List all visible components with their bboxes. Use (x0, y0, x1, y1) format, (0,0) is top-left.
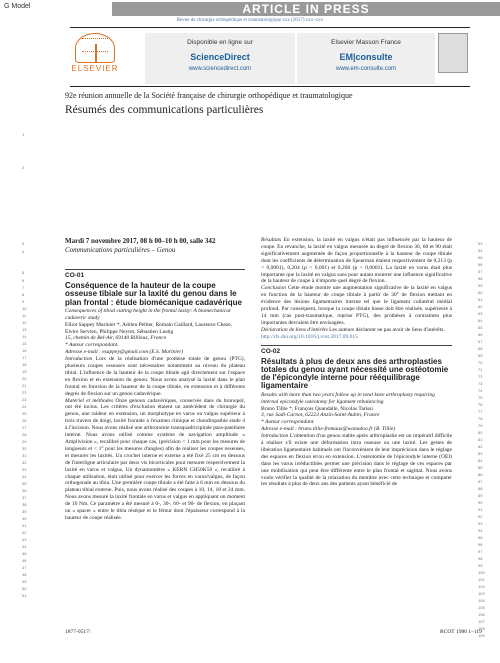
line-number: 57 (478, 269, 483, 274)
line-number: 6 (22, 278, 25, 283)
line-number: 54 (478, 248, 483, 253)
elsevier-logo (70, 31, 120, 81)
line-number: 72 (478, 374, 483, 379)
line-number: 15 (22, 341, 27, 346)
abstract-title: Conséquence de la hauteur de la coupe osseuse tibiale sur la laxité du genou dans le plan frontal : étude biomécanique cadavérique (65, 280, 242, 307)
line-number: 96 (478, 542, 483, 547)
line-number: 48 (22, 572, 27, 577)
author-email[interactable]: Adresse e-mail : bruno.tillie-fremaux@wanadoo.fr (B. Tillie) (261, 426, 396, 433)
line-number: 86 (478, 472, 483, 477)
abstract-title-en: Consequences of tibial cutting height in the frontal laxity: A biomechanical cadaveric study (65, 307, 231, 321)
g-model-label: G Model (4, 3, 31, 10)
line-number: 80 (478, 430, 483, 435)
line-number: 59 (478, 283, 483, 288)
line-number: 3 (22, 241, 25, 246)
emconsulte-box[interactable] (297, 33, 435, 84)
column-right (261, 237, 452, 637)
line-number: 58 (478, 276, 483, 281)
line-number: 107 (478, 619, 485, 624)
emconsulte-logo: EM|consulte (339, 52, 393, 62)
publisher-logo-bar (70, 27, 470, 87)
line-number: 56 (478, 262, 483, 267)
line-number: 7 (22, 285, 25, 290)
line-number: 27 (22, 425, 27, 430)
intro-label: Introduction (261, 433, 289, 440)
line-number: 16 (22, 348, 27, 353)
line-number: 101 (478, 577, 485, 582)
results-label: Résultats (261, 237, 282, 243)
conclusion-paragraph (261, 285, 452, 326)
line-number: 99 (478, 563, 483, 568)
line-number: 42 (22, 530, 27, 535)
line-number: 81 (478, 437, 483, 442)
line-number: 109 (478, 633, 485, 638)
line-number: 65 (478, 325, 483, 330)
line-number: 51 (22, 593, 27, 598)
line-number: 18 (22, 362, 27, 367)
line-number: 47 (22, 565, 27, 570)
line-number: 64 (478, 318, 483, 323)
line-number: 20 (22, 376, 27, 381)
line-number: 60 (478, 290, 483, 295)
pagination-footer: RCOT 1980 1–119 (440, 629, 482, 635)
line-number: 89 (478, 493, 483, 498)
line-number: 38 (22, 502, 27, 507)
line-number: 102 (478, 584, 485, 589)
line-number: 10 (22, 306, 27, 311)
line-number: 88 (478, 486, 483, 491)
page-title: Résumés des communications particulières (65, 104, 264, 116)
abstract-affiliation: 15, chemin de Bel-Air, 69140 Rillieux, France (65, 335, 167, 342)
line-number: 61 (478, 297, 483, 302)
line-number: 9 (22, 299, 25, 304)
abstract-co01 (65, 269, 245, 597)
line-number: 41 (22, 523, 27, 528)
line-number: 91 (478, 507, 483, 512)
intro-label: Introduction (65, 356, 93, 363)
line-number: 97 (478, 549, 483, 554)
line-number: 74 (478, 388, 483, 393)
line-number: 69 (478, 353, 483, 358)
line-number: 5 (22, 270, 25, 275)
line-number: 84 (478, 458, 483, 463)
line-number: 50 (22, 586, 27, 591)
line-number: 76 (478, 402, 483, 407)
results-text: En extension, la laxité en valgus n'était pas influencée par la hauteur de coupe. En revanche, la laxité en valgus mesurée au degré de flexion 30, 60 et 90 était significativement augmentée de façon proportionnelle à la hauteur de coupe tibiale dont les coefficients de détermination de Spearman étaient respectivement de 0,213 (p < 0,0001), 0,204 (p < 0,001) et 0,268 (p < 0,0001). La laxité en varus était plus importante que la laxité en valgus sans pour autant montrer une influence significative de la hauteur de coupe à n'importe quel degré de flexion. (261, 237, 452, 285)
conclusion-text: Cette étude montre une augmentation significative de la laxité en valgus en fonction de la hauteur de coupe tibiale à partir de 30° de flexion mettant en évidence des lésions ligamentaires interne tel que le ligament collatéral médial profond. Par conséquent, lorsque la coupe tibiale basse doit être réalisée, supérieure à 14 mm (cas post-traumatique, reprise PTG), des prothèses à contraintes plus importantes devraient être envisagées. (261, 285, 452, 326)
abstract-title: Résultats à plus de deux ans des arthroplasties totales du genou ayant nécessité une ostéotomie de l'épicondyle interne pour rééquilibrage ligamentaire (261, 356, 449, 391)
session-subtitle: Communications particulières – Genou (65, 246, 176, 254)
abstract-authors: Elliot Sappey Marinier *, Adrien Peltier, Romain Gaillard, Laurence Cheze, Elvire Servien, Philippe Neyret, Sébastien Lustig (65, 321, 233, 335)
line-number: 23 (22, 397, 27, 402)
author-email[interactable]: Adresse e-mail : esappey@gmail.com (E.S. Marinier) (65, 349, 184, 356)
line-number: 33 (22, 467, 27, 472)
emconsulte-url[interactable]: www.em-consulte.com (335, 66, 397, 72)
line-number: 83 (478, 451, 483, 456)
line-number: 12 (22, 320, 27, 325)
line-number: 34 (22, 474, 27, 479)
sciencedirect-box[interactable] (145, 33, 295, 84)
results-paragraph (261, 237, 452, 285)
line-number: 31 (22, 453, 27, 458)
line-number: 13 (22, 327, 27, 332)
intro-paragraph (65, 356, 245, 397)
line-number: 68 (478, 346, 483, 351)
intro-paragraph (261, 433, 452, 488)
line-number: 77 (478, 409, 483, 414)
abstract-authors: Bruno Tillie *, François Quandalle, Nicolas Tarissi (261, 405, 373, 412)
sciencedirect-logo: ScienceDirect (190, 52, 250, 62)
line-number: 78 (478, 416, 483, 421)
line-number: 2 (22, 165, 25, 170)
line-number: 103 (478, 591, 485, 596)
line-number: 8 (22, 292, 25, 297)
line-number: 26 (22, 418, 27, 423)
line-number: 49 (22, 579, 27, 584)
line-number: 63 (478, 311, 483, 316)
corresponding-author-note: * Auteur correspondant. (65, 342, 119, 349)
issn-footer: 1877-0517/ (65, 629, 91, 635)
line-number: 4 (22, 249, 25, 254)
methods-text: Onze genoux cadavériques, conservés dans du bronopol, ont été inclus. Les critères d'exclusion étaient un antécédent de chirurgie du genou, une raideur en extension, un morphotype en varus ou valgus supérieur à trois travers de doigt, laxité frontale à l'examen clinique et chondropathie stade 4 à l'incision. Nous avons réalisé une arthrotomie transquadricipitale para-patellaire interne. Nous avons utilisé comme système de navigation amplitude « Amplivision », recalibré pour chaque cas, (précision < 1 mm pour les mesures de longueurs et < 1° pour les mesures d'angles) afin de réaliser les coupes osseuses, et mesurer les laxités. Un crochet interne et externe a été fixé 25 cm en dessous de l'interligne articulaire par deux vis bicorticales pour mesurer respectivement la laxité en varus et valgus. Un dynamomètre « KERN CH50K50 », recalibré à chaque utilisation, était utilisé pour exercer les forces en varus/valgus, de façon orthogonale au tibia. Une première coupe tibiale a été faite à 6 mm en dessous du plateau tibial externe. Puis, nous avons réalisé des coupes à 10, 14, 18 et 24 mm. Nous avons mesuré la laxité frontale en varus et valgus en appliquant un moment de 10 Nm. Ce paramètre a été mesuré à 0-, 30-, 60- et 90- de flexion, en plaçant un « spacer » entre le tibia réséqué et le fémur dont l'épaisseur correspond à la hauteur de coupe réalisée. (65, 397, 245, 521)
line-number: 24 (22, 404, 27, 409)
conclusion-label: Conclusion (261, 285, 287, 292)
line-number: 105 (478, 605, 485, 610)
line-number: 25 (22, 411, 27, 416)
line-number: 94 (478, 528, 483, 533)
line-number: 37 (22, 495, 27, 500)
congress-title: 92e réunion annuelle de la Société française de chirurgie orthopédique et traumatologique (65, 91, 353, 100)
journal-reference-link[interactable]: Revue de chirurgie orthopédique et traumatologique xxx (2017) xxx–xxx (176, 18, 324, 23)
line-number: 73 (478, 381, 483, 386)
abstract-code: CO-02 (261, 345, 452, 356)
line-number: 90 (478, 500, 483, 505)
line-number: 75 (478, 395, 483, 400)
abstract-code: CO-01 (65, 269, 245, 280)
line-number: 14 (22, 334, 27, 339)
line-number: 45 (22, 551, 27, 556)
line-number: 28 (22, 432, 27, 437)
intro-text: Lors de la réalisation d'une prothèse totale de genou (PTG), plusieurs coupes osseuses sont nécessaires notamment au niveau du plateau tibial. L'influence de la hauteur de la coupe tibiale agit directement sur l'espace en flexion et en extension du genou. Nous avons analysé la laxité dans le plan frontal en fonction de la hauteur de la coupe tibiale, en extension et à différents degrés de flexion sur un genou cadavérique. (65, 356, 245, 397)
line-number: 19 (22, 369, 27, 374)
corresponding-author-note: * Auteur correspondant. (261, 419, 315, 426)
sd-available-text: Disponible en ligne sur (187, 39, 253, 46)
abstract-affiliation: 3, rue Sadi-Carnot, 62223 Anzin-Saint-Aubin, France (261, 412, 380, 419)
line-number: 21 (22, 383, 27, 388)
line-number: 39 (22, 509, 27, 514)
methods-paragraph (65, 398, 245, 522)
line-number: 55 (478, 255, 483, 260)
line-number: 29 (22, 439, 27, 444)
line-number: 98 (478, 556, 483, 561)
line-number: 62 (478, 304, 483, 309)
interests-paragraph (261, 327, 452, 334)
line-number: 87 (478, 479, 483, 484)
elsevier-tree-icon (75, 33, 115, 63)
line-number: 108 (478, 626, 485, 631)
line-number: 32 (22, 460, 27, 465)
line-number: 40 (22, 516, 27, 521)
line-number: 36 (22, 488, 27, 493)
line-number: 79 (478, 423, 483, 428)
line-number: 92 (478, 514, 483, 519)
line-number: 93 (478, 521, 483, 526)
journal-cover-thumbnail[interactable] (438, 33, 468, 73)
article-in-press-banner: ARTICLE IN PRESS (112, 2, 500, 16)
line-number: 85 (478, 465, 483, 470)
line-number: 100 (478, 570, 485, 575)
line-number: 53 (478, 241, 483, 246)
line-number: 35 (22, 481, 27, 486)
line-number: 11 (22, 313, 27, 318)
interests-label: Déclaration de liens d'intérêts (261, 326, 328, 333)
elsevier-wordmark: ELSEVIER (71, 64, 119, 73)
line-number: 17 (22, 355, 27, 360)
line-number: 30 (22, 446, 27, 451)
line-number: 70 (478, 360, 483, 365)
intro-text: L'obtention d'un genou stable après arthroplastie est un impératif difficile à réaliser s'il existe une déformation intra osseuse ou une laxité. Les gestes de libération ligamentaire habituels ont l'inconvénient de leur imprécision dans le réglage des espaces en flexion et/ou en extension. L'ostéotomie de l'épicondyle interne (OEI) dans les varus irréductibles permet une précision dans le réglage de ces espaces par une mobilisation qui peut être différente entre le plan frontal et sagittal. Nous avons voulu vérifier la qualité de la relaxation du membre avec cette technique et comparer les résultats à plus de deux ans des patients ayant bénéficié de (261, 433, 452, 488)
line-number: 95 (478, 535, 483, 540)
line-number: 66 (478, 332, 483, 337)
line-number: 43 (22, 537, 27, 542)
line-number: 67 (478, 339, 483, 344)
line-number: 44 (22, 544, 27, 549)
line-number: 82 (478, 444, 483, 449)
line-number: 71 (478, 367, 483, 372)
line-number: 46 (22, 558, 27, 563)
line-number: 1 (22, 132, 25, 137)
abstract-title-en: Results with more than two years follow up in total knee arthroplasty requiring internal epicondyle osteotomy for ligament rebalancing (261, 391, 435, 405)
line-number: 106 (478, 612, 485, 617)
interests-text: Les auteurs déclarent ne pas avoir de liens d'intérêts. (329, 326, 445, 333)
em-publisher-text: Elsevier Masson France (331, 39, 401, 46)
session-header (65, 237, 245, 255)
sciencedirect-url[interactable]: www.sciencedirect.com (188, 66, 252, 72)
session-title: Mardi 7 novembre 2017, 08 h 00–10 h 00, salle 342 (65, 237, 216, 245)
methods-label: Matériel et méthodes (65, 397, 114, 404)
line-number: 22 (22, 390, 27, 395)
doi-link[interactable]: http://dx.doi.org/10.1016/j.rcot.2017.09.015 (261, 333, 358, 340)
line-number: 104 (478, 598, 485, 603)
